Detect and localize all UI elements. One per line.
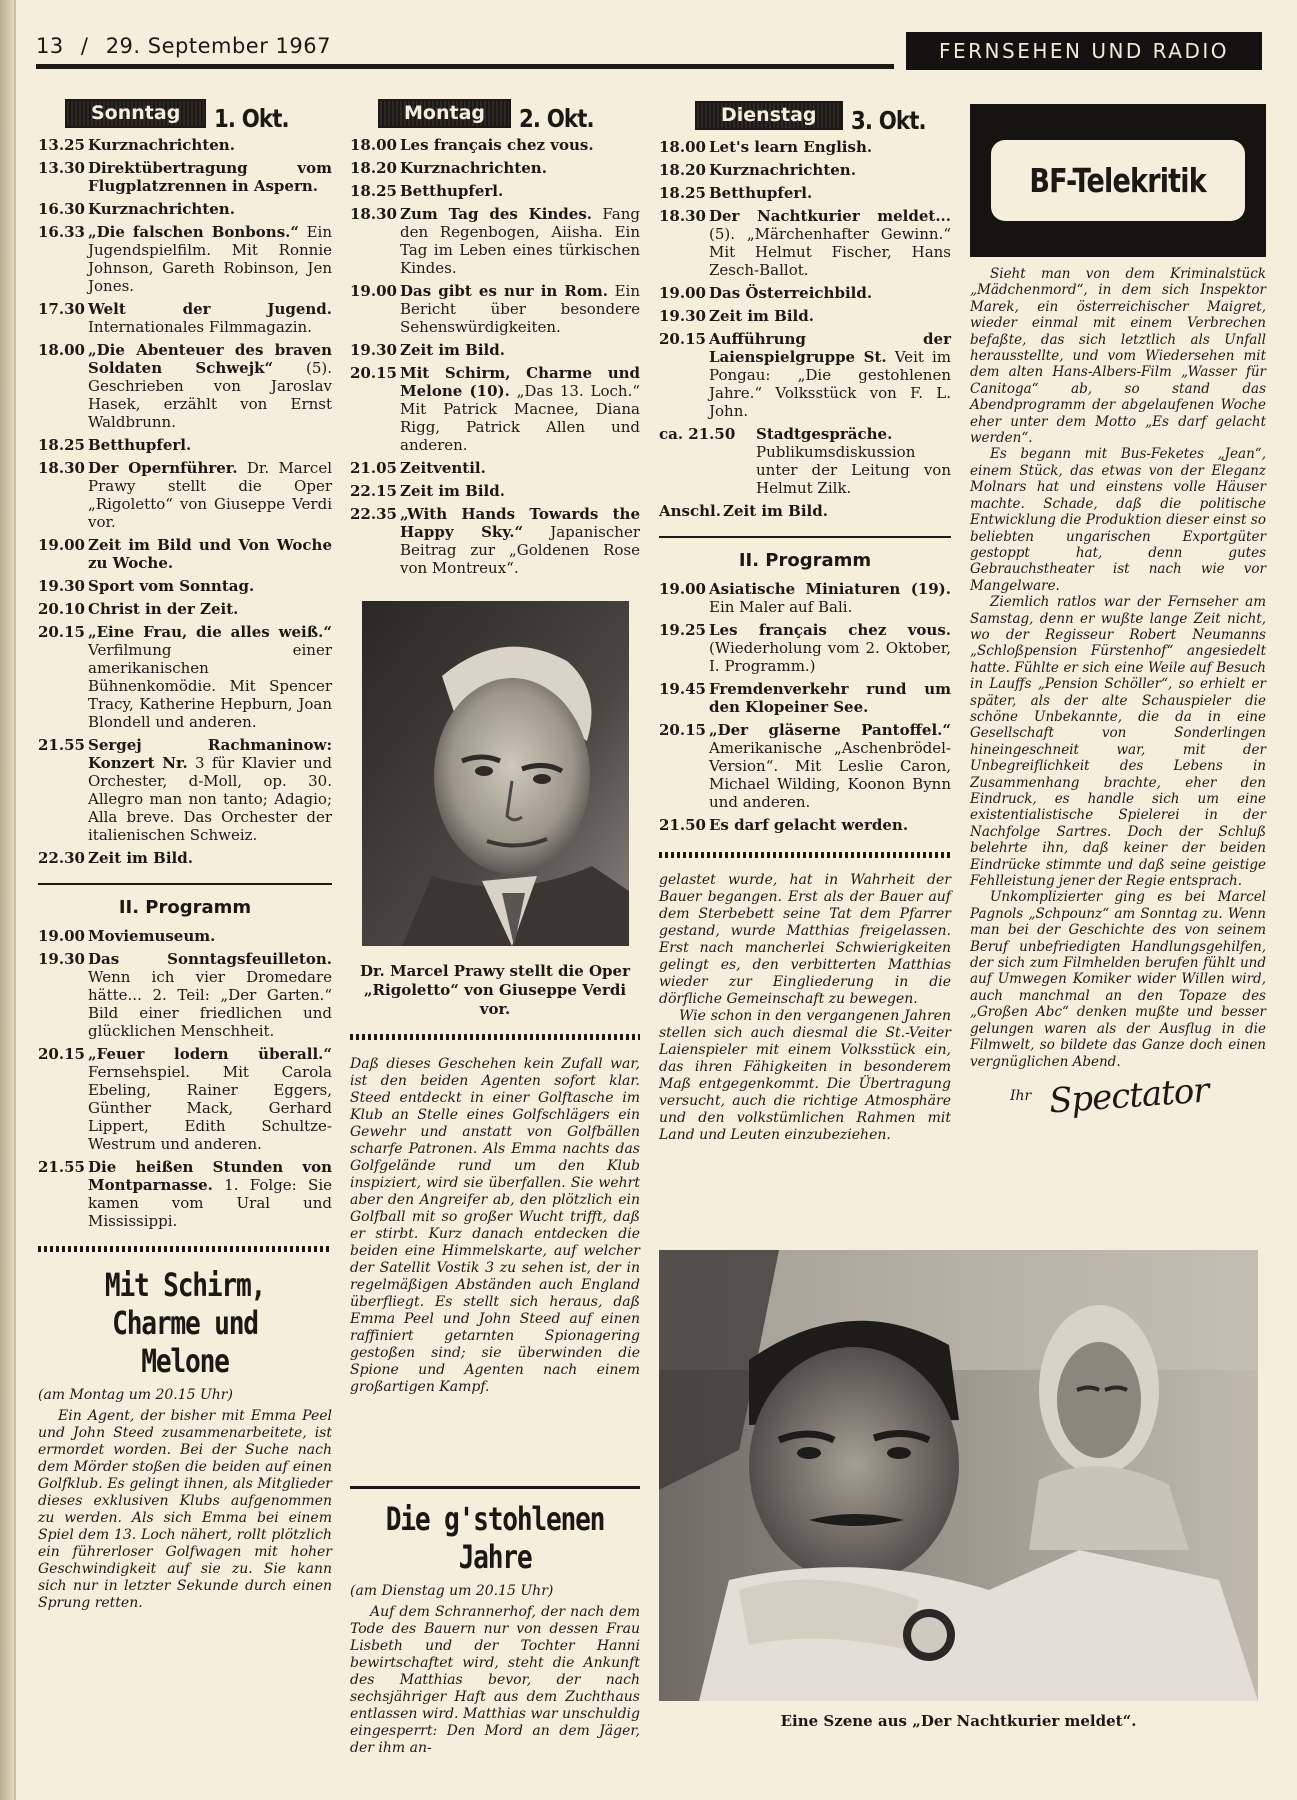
listing-entry bbox=[38, 200, 332, 218]
article2-continued-paragraph-1: gelastet wurde, hat in Wahrheit der Bauer begangen. Erst als der Bauer auf dem Sterbebett seine Tat dem Pfarrer gestand, wurde Matthias freigelassen. Erst nach mancherlei Schwierigkeiten gelingt es, den verbitterten Matthias wieder zur Eingliederung in die dörfliche Gemeinschaft zu bewegen. bbox=[659, 872, 951, 1007]
telekritik-signature-row bbox=[970, 1070, 1266, 1122]
spectator-signature: Spectator bbox=[1048, 1070, 1210, 1122]
listing-time: Anschl. bbox=[659, 502, 721, 520]
listing-time: 19.30 bbox=[350, 341, 397, 359]
listing-entry bbox=[659, 425, 951, 497]
listing-entry bbox=[38, 600, 332, 618]
listing-entry bbox=[38, 459, 332, 531]
listing-title-emphasis: Kurznachrichten. bbox=[88, 200, 235, 218]
telekritik-title-box bbox=[991, 140, 1245, 221]
listing-title-emphasis: Zum Tag des Kindes. bbox=[400, 205, 592, 223]
listing-title-emphasis: „Die falschen Bonbons.“ bbox=[88, 223, 300, 241]
listing-time: 19.30 bbox=[38, 577, 85, 595]
listing-entry bbox=[350, 136, 640, 154]
listing-title-emphasis: „Die Abenteuer des braven Soldaten Schwejk“ bbox=[88, 341, 332, 377]
listing-description: „Der gläserne Pantoffel.“ Amerikanische „Aschenbrödel-Version“. Mit Leslie Caron, Michael Wilding, Koonon Bynn und anderen. bbox=[709, 721, 951, 811]
listing-description: Welt der Jugend. Internationales Filmmagazin. bbox=[88, 300, 332, 336]
listing-time: 20.10 bbox=[38, 600, 85, 618]
tuesday-column bbox=[659, 98, 951, 1144]
telekritik-paragraph-1: Sieht man von dem Kriminalstück „Mädchenmord“, in dem sich Inspektor Marek, ein österreichischer Maigret, wieder einmal mit einem Verbrechen befaßte, das sich letztlich als Unfall herausstellte, und vom Wiedersehen mit dem alten Hans-Albers-Film „Wasser für Canitoga“ ab, so stand das Abendprogramm der abgelaufenen Woche eher unter dem Motto „Es darf gelacht werden“. bbox=[970, 266, 1266, 447]
listing-entry bbox=[350, 364, 640, 454]
listing-title-emphasis: Betthupferl. bbox=[400, 182, 504, 200]
listing-description: Aufführung der Laienspielgruppe St. Veit im Pongau: „Die gestohlenen Jahre.“ Volksstück von F. L. John. bbox=[709, 330, 952, 420]
listing-title-emphasis: Zeitventil. bbox=[400, 459, 486, 477]
sunday-heading bbox=[65, 96, 332, 133]
listing-description bbox=[88, 200, 332, 218]
prawy-photo bbox=[362, 601, 629, 946]
listing-description: Das gibt es nur in Rom. Ein Bericht über besondere Sehenswürdigkeiten. bbox=[400, 282, 640, 336]
listing-description bbox=[88, 536, 332, 572]
listing-entry bbox=[38, 159, 332, 195]
telekritik-paragraph-2: Es begann mit Bus-Feketes „Jean“, einem Stück, das etwas von der Eleganz Molnars hat und einstens volle Häuser machte. Schade, daß die politische Entwicklung die Produktion dieser einst so beliebten ungarischen Exportgüter gestoppt hat, denn gutes Gebrauchstheater ist nach wie vor Mangelware. bbox=[970, 446, 1266, 594]
listing-time: 19.00 bbox=[659, 284, 706, 302]
listing-title-emphasis: Zeit im Bild. bbox=[723, 502, 828, 520]
article1-paragraph: Ein Agent, der bisher mit Emma Peel und John Steed zusammenarbeitete, ist ermordet worden. Bei der Suche nach dem Mörder stoßen die beiden auf einen Golfklub. Es gelingt ihnen, als Mitglieder dieses exklusiven Klubs aufgenommen zu werden. Als sich Emma bei einem Spiel dem 13. Loch nähert, rollt plötzlich ein führerloser Golfwagen mit hoher Geschwindigkeit auf sie zu. Sie kann sich nur in letzter Sekunde durch einen Sprung retten. bbox=[38, 1408, 332, 1611]
article1-text bbox=[38, 1408, 332, 1612]
listing-description bbox=[709, 138, 951, 156]
telekritik-title: BF-Telekritik bbox=[1029, 161, 1207, 200]
listing-description bbox=[400, 136, 640, 154]
tuesday-listings bbox=[659, 138, 951, 520]
listing-description bbox=[400, 341, 640, 359]
listing-title-emphasis: Zeit im Bild. bbox=[400, 482, 505, 500]
listing-description bbox=[709, 161, 951, 179]
listing-time: 18.25 bbox=[38, 436, 85, 454]
listing-time: 20.15 bbox=[659, 330, 706, 348]
listing-entry bbox=[350, 459, 640, 477]
monday-date: 2. Okt. bbox=[519, 104, 594, 133]
listing-time: 19.00 bbox=[350, 282, 397, 300]
sunday-divider bbox=[38, 883, 332, 885]
listing-title-emphasis: Fremdenverkehr rund um den Klopeiner See. bbox=[709, 680, 951, 716]
listing-description bbox=[400, 159, 640, 177]
listing-entry bbox=[350, 341, 640, 359]
listing-time: 18.20 bbox=[350, 159, 397, 177]
article1-continued-paragraph: Daß dieses Geschehen kein Zufall war, ist den beiden Agenten sofort klar. Steed entdeckt in einer Golftasche im Klub an Stelle eines Golfschlägers ein Gewehr und anstatt von Golfbällen scharfe Patronen. Als Emma nachts das Golfgelände rund um den Klub inspiziert, wird sie überfallen. Sie wehrt aber den Angreifer ab, den plötzlich ein Golfball mit so großer Wucht trifft, daß er stirbt. Kurz danach entdecken die beiden eine Himmelskarte, auf welcher der Satellit Vostik 3 zu sehen ist, der in regelmäßigen Abständen auch England überfliegt. Es stellt sich heraus, daß Emma Peel und John Steed auf einen raffiniert getarnten Spionagering gestoßen sind; sie überwinden die Spione und Agenten nach einem großartigen Kampf. bbox=[350, 1056, 640, 1395]
page-binding bbox=[0, 0, 14, 1800]
monday-day-badge: Montag bbox=[378, 99, 511, 128]
listing-title-emphasis: Kurznachrichten. bbox=[88, 136, 235, 154]
listing-description bbox=[709, 680, 951, 716]
listing-title-emphasis: Moviemuseum. bbox=[88, 927, 216, 945]
listing-time: 21.55 bbox=[38, 736, 85, 754]
monday-column bbox=[350, 96, 640, 582]
listing-entry bbox=[659, 721, 951, 811]
telekritik-banner bbox=[970, 104, 1266, 257]
listing-entry bbox=[659, 330, 951, 420]
listing-description: Stadtgespräche. Publikumsdiskussion unter der Leitung von Helmut Zilk. bbox=[756, 425, 951, 497]
listing-title-emphasis: Mit Schirm, Charme und Melone (10). bbox=[400, 364, 640, 400]
listing-title-emphasis: „Eine Frau, die alles weiß.“ bbox=[88, 623, 332, 641]
listing-description: Der Opernführer. Dr. Marcel Prawy stellt die Oper „Rigoletto“ von Giuseppe Verdi vor. bbox=[88, 459, 332, 531]
listing-description: „Feuer lodern überall.“ Fernsehspiel. Mit Carola Ebeling, Rainer Eggers, Günther Mack, Gerhard Lippert, Edith Schultze-Westrum und anderen. bbox=[88, 1045, 332, 1153]
article2-continued-paragraph-2: Wie schon in den vergangenen Jahren stellen sich auch diesmal die St.-Veiter Laienspieler mit einem Volksstück ein, das ihren Fähigkeiten in besonderem Maß entgegenkommt. Die Übertragung versucht, auch die richtige Atmosphäre und den volkstümlichen Rahmen mit Land und Leuten einzubeziehen. bbox=[659, 1008, 951, 1143]
listing-title-emphasis: Aufführung der Laienspielgruppe St. bbox=[709, 330, 951, 366]
listing-title-emphasis: Das gibt es nur in Rom. bbox=[400, 282, 608, 300]
listing-title-emphasis: Zeit im Bild und Von Woche zu Woche. bbox=[88, 536, 332, 572]
header-rule bbox=[36, 64, 894, 69]
listing-title-emphasis: Zeit im Bild. bbox=[400, 341, 505, 359]
telekritik-text bbox=[970, 266, 1266, 1122]
listing-entry bbox=[350, 205, 640, 277]
listing-time: 19.00 bbox=[659, 580, 706, 598]
prawy-photo-caption: Dr. Marcel Prawy stellt die Oper „Rigoletto“ von Giuseppe Verdi vor. bbox=[360, 962, 630, 1018]
listing-description bbox=[88, 600, 332, 618]
listing-entry bbox=[659, 184, 951, 202]
listing-description bbox=[88, 577, 332, 595]
listing-entry bbox=[350, 282, 640, 336]
listing-title-emphasis: Der Opernführer. bbox=[88, 459, 238, 477]
listing-title-emphasis: Kurznachrichten. bbox=[709, 161, 856, 179]
listing-description bbox=[400, 482, 640, 500]
article2-title: Die g'stohlenen Jahre bbox=[385, 1500, 605, 1576]
listing-title-emphasis: Der Nachtkurier meldet... bbox=[709, 207, 951, 225]
listing-time: 20.15 bbox=[38, 623, 85, 641]
sunday-program2-listings bbox=[38, 927, 332, 1230]
listing-entry bbox=[659, 207, 951, 279]
issue-date: 29. September 1967 bbox=[105, 34, 331, 58]
listing-time: 20.15 bbox=[659, 721, 706, 739]
article1-subtitle: (am Montag um 20.15 Uhr) bbox=[38, 1387, 233, 1403]
sunday-column bbox=[38, 96, 332, 1612]
listing-entry bbox=[659, 284, 951, 302]
tuesday-program2-title: II. Programm bbox=[738, 550, 872, 571]
listing-title-emphasis: Die heißen Stunden von Montparnasse. bbox=[88, 1158, 332, 1194]
telekritik-paragraph-4: Unkomplizierter ging es bei Marcel Pagnols „Schpounz“ am Sonntag zu. Wenn man bei der Geschichte des von seinem Beruf unbefriedigten Handlungsgehilfen, der sich zum Filmhelden berufen fühlt und auf Umwegen Komiker wider Willen wird, auch manchmal an den Topaze des „Großen Abc“ denken mußte und besser gelungen waren als der Ausflug in die Filmwelt, so bildete das Ganze doch einen vergnüglichen Abend. bbox=[970, 889, 1266, 1070]
listing-entry bbox=[38, 536, 332, 572]
article1-title: Mit Schirm, Charme und Melone bbox=[104, 1266, 266, 1380]
listing-title-emphasis: „With Hands Towards the Happy Sky.“ bbox=[400, 505, 640, 541]
listing-entry bbox=[350, 159, 640, 177]
listing-time: 18.30 bbox=[659, 207, 706, 225]
listing-time: 19.30 bbox=[38, 950, 85, 968]
listing-time: 20.15 bbox=[38, 1045, 85, 1063]
listing-time: 18.00 bbox=[38, 341, 85, 359]
listing-entry bbox=[38, 136, 332, 154]
listing-description: Asiatische Miniaturen (19). Ein Maler auf Bali. bbox=[709, 580, 951, 616]
listing-description bbox=[88, 927, 332, 945]
listing-entry bbox=[38, 623, 332, 731]
monday-listings bbox=[350, 136, 640, 577]
listing-time: 19.00 bbox=[38, 927, 85, 945]
listing-time: 18.30 bbox=[38, 459, 85, 477]
listing-title-emphasis: Betthupferl. bbox=[709, 184, 813, 202]
listing-entry bbox=[659, 680, 951, 716]
listing-time: 19.00 bbox=[38, 536, 85, 554]
listing-time: 21.50 bbox=[659, 816, 706, 834]
listing-title-emphasis: Zeit im Bild. bbox=[709, 307, 814, 325]
listing-entry bbox=[659, 502, 951, 520]
listing-time: 19.25 bbox=[659, 621, 706, 639]
listing-title-emphasis: Das Sonntagsfeuilleton. bbox=[88, 950, 332, 968]
header-separator: / bbox=[80, 34, 89, 58]
listing-entry bbox=[350, 482, 640, 500]
monday-heading bbox=[378, 96, 640, 133]
listing-title-emphasis: Asiatische Miniaturen (19). bbox=[709, 580, 951, 598]
listing-title-emphasis: Christ in der Zeit. bbox=[88, 600, 239, 618]
listing-title-emphasis: Direktübertragung vom Flugplatzrennen in Aspern. bbox=[88, 159, 332, 195]
listing-time: 18.25 bbox=[659, 184, 706, 202]
article2-block bbox=[350, 1500, 640, 1757]
listing-entry bbox=[38, 950, 332, 1040]
listing-entry bbox=[350, 505, 640, 577]
listing-description: „Die Abenteuer des braven Soldaten Schwejk“ (5). Geschrieben von Jaroslav Hasek, erzählt von Ernst Waldbrunn. bbox=[88, 341, 332, 431]
listing-description: Les français chez vous. (Wiederholung vom 2. Oktober, I. Programm.) bbox=[709, 621, 951, 675]
listing-entry bbox=[659, 161, 951, 179]
article2-text bbox=[350, 1604, 640, 1757]
listing-title-emphasis: Betthupferl. bbox=[88, 436, 192, 454]
tuesday-heading bbox=[695, 98, 951, 135]
listing-description bbox=[400, 459, 640, 477]
listing-description bbox=[709, 816, 951, 834]
listing-description bbox=[88, 159, 332, 195]
listing-entry bbox=[659, 307, 951, 325]
listing-description bbox=[709, 307, 951, 325]
listing-description: „With Hands Towards the Happy Sky.“ Japanischer Beitrag zur „Goldenen Rose von Montreux“. bbox=[400, 505, 640, 577]
listing-description bbox=[709, 284, 951, 302]
listing-description: „Die falschen Bonbons.“ Ein Jugendspielfilm. Mit Ronnie Johnson, Gareth Robinson, Jen Jones. bbox=[88, 223, 332, 295]
listing-entry bbox=[659, 138, 951, 156]
listing-time: 19.45 bbox=[659, 680, 706, 698]
tuesday-divider bbox=[659, 536, 951, 538]
listing-time: 17.30 bbox=[38, 300, 85, 318]
listing-description bbox=[400, 182, 640, 200]
listing-title-emphasis: Das Österreichbild. bbox=[709, 284, 873, 302]
listing-time: 13.25 bbox=[38, 136, 85, 154]
article2-continued bbox=[659, 872, 951, 1144]
tuesday-dotted-rule bbox=[659, 852, 951, 858]
listing-title-emphasis: Stadtgespräche. bbox=[756, 425, 893, 443]
listing-title-emphasis: „Feuer lodern überall.“ bbox=[88, 1045, 332, 1063]
listing-title-emphasis: Kurznachrichten. bbox=[400, 159, 547, 177]
page-number: 13 bbox=[36, 34, 64, 58]
listing-time: 18.20 bbox=[659, 161, 706, 179]
listing-description: Das Sonntagsfeuilleton. Wenn ich vier Dromedare hätte... 2. Teil: „Der Garten.“ Bild einer friedlichen und glücklichen Menschheit. bbox=[88, 950, 332, 1040]
listing-title-emphasis: Les français chez vous. bbox=[400, 136, 594, 154]
listing-title-emphasis: „Der gläserne Pantoffel.“ bbox=[709, 721, 951, 739]
listing-description bbox=[709, 184, 951, 202]
listing-time: 18.00 bbox=[659, 138, 706, 156]
telekritik-paragraph-3: Ziemlich ratlos war der Fernseher am Samstag, denn er wußte lange Zeit nicht, wo der Regisseur Robert Neumanns „Schloßpension Fürstenhof“ angesiedelt hatte. Fühlte er sich eine Weile auf Besuch in Lauffs „Pension Schöller“, so erhielt er später, als der alte Schauspieler die schöne Unbekannte, die da in eine Gesellschaft von Sonderlingen hineingeschneit war, mit der Unbegreiflichkeit des Lebens in Zusammenhang brachte, eher den Eindruck, es handle sich um eine existentialistische Spielerei in der Nachfolge Sartres. Doch der Schluß belehrte ihn, daß keiner der beiden Eindrücke stimmte und daß seine geistige Fehlleistung jener der Regie entsprach. bbox=[970, 594, 1266, 890]
monday-dotted-rule bbox=[350, 1034, 640, 1040]
sunday-program2-title: II. Programm bbox=[118, 897, 252, 918]
listing-entry bbox=[659, 621, 951, 675]
listing-entry bbox=[38, 849, 332, 867]
sunday-dotted-rule bbox=[38, 1246, 332, 1252]
listing-entry bbox=[38, 736, 332, 844]
listing-entry bbox=[350, 182, 640, 200]
listing-description bbox=[723, 502, 951, 520]
listing-time: 21.55 bbox=[38, 1158, 85, 1176]
listing-description bbox=[88, 849, 332, 867]
listing-entry bbox=[38, 577, 332, 595]
listing-time: 22.15 bbox=[350, 482, 397, 500]
listing-title-emphasis: Les français chez vous. bbox=[709, 621, 951, 639]
prawy-portrait-image bbox=[362, 601, 629, 946]
listing-time: 21.05 bbox=[350, 459, 397, 477]
listing-title-emphasis: Welt der Jugend. bbox=[88, 300, 332, 318]
listing-entry bbox=[659, 816, 951, 834]
listing-entry bbox=[38, 1045, 332, 1153]
listing-description: Sergej Rachmaninow: Konzert Nr. 3 für Klavier und Orchester, d-Moll, op. 30. Allegro man non tanto; Adagio; Alla breve. Das Orchester der italienischen Schweiz. bbox=[88, 736, 332, 844]
listing-title-emphasis: Sport vom Sonntag. bbox=[88, 577, 255, 595]
article1-continued bbox=[350, 1056, 640, 1396]
listing-time: 22.35 bbox=[350, 505, 397, 523]
section-banner: FERNSEHEN UND RADIO bbox=[906, 32, 1262, 70]
listing-title-emphasis: Sergej Rachmaninow: Konzert Nr. bbox=[88, 736, 332, 772]
listing-description: Die heißen Stunden von Montparnasse. 1. Folge: Sie kamen vom Ural und Mississippi. bbox=[88, 1158, 332, 1230]
article2-subtitle: (am Dienstag um 20.15 Uhr) bbox=[350, 1583, 554, 1599]
listing-title-emphasis: Zeit im Bild. bbox=[88, 849, 193, 867]
listing-time: 13.30 bbox=[38, 159, 85, 177]
sunday-day-badge: Sonntag bbox=[65, 99, 206, 128]
listing-description bbox=[88, 136, 332, 154]
tuesday-day-badge: Dienstag bbox=[695, 101, 843, 130]
listing-time: 20.15 bbox=[350, 364, 397, 382]
listing-entry bbox=[38, 436, 332, 454]
listing-entry bbox=[38, 341, 332, 431]
sunday-listings bbox=[38, 136, 332, 867]
tuesday-program2-listings bbox=[659, 580, 951, 834]
article2-top-rule bbox=[350, 1486, 640, 1489]
listing-time: 18.00 bbox=[350, 136, 397, 154]
nachtkurier-photo-caption: Eine Szene aus „Der Nachtkurier meldet“. bbox=[780, 1712, 1137, 1730]
tuesday-date: 3. Okt. bbox=[850, 106, 926, 135]
nachtkurier-scene-image bbox=[659, 1250, 1258, 1701]
listing-time: 22.30 bbox=[38, 849, 85, 867]
article2-paragraph: Auf dem Schrannerhof, der nach dem Tode des Bauern nur von dessen Frau Lisbeth und der Tochter Hanni bewirtschaftet wird, steht die Ankunft des Matthias bevor, der nach sechsjähriger Haft aus dem Zuchthaus entlassen wird. Matthias war unschuldig eingesperrt: Den Mord an dem Jäger, der ihm an- bbox=[350, 1604, 640, 1756]
listing-time: 16.30 bbox=[38, 200, 85, 218]
listing-entry bbox=[659, 580, 951, 616]
listing-description bbox=[88, 436, 332, 454]
page-header bbox=[36, 34, 331, 58]
listing-description: „Eine Frau, die alles weiß.“ Verfilmung einer amerikanischen Bühnenkomödie. Mit Spencer Tracy, Katherine Hepburn, Joan Blondell und anderen. bbox=[88, 623, 332, 731]
listing-time: ca. 21.50 bbox=[659, 425, 736, 443]
sunday-date: 1. Okt. bbox=[214, 104, 290, 133]
listing-time: 19.30 bbox=[659, 307, 706, 325]
listing-time: 18.25 bbox=[350, 182, 397, 200]
listing-time: 18.30 bbox=[350, 205, 397, 223]
listing-description: Der Nachtkurier meldet... (5). „Märchenhafter Gewinn.“ Mit Helmut Fischer, Hans Zesch-Ballot. bbox=[709, 207, 951, 279]
listing-title-emphasis: Es darf gelacht werden. bbox=[709, 816, 909, 834]
nachtkurier-photo bbox=[659, 1250, 1258, 1701]
listing-description: Zum Tag des Kindes. Fang den Regenbogen, Aiisha. Ein Tag im Leben eines türkischen Kindes. bbox=[400, 205, 640, 277]
listing-entry bbox=[38, 223, 332, 295]
listing-time: 16.33 bbox=[38, 223, 85, 241]
signoff: Ihr bbox=[1010, 1087, 1032, 1104]
listing-title-emphasis: Let's learn English. bbox=[709, 138, 873, 156]
listing-description: Mit Schirm, Charme und Melone (10). „Das 13. Loch.“ Mit Patrick Macnee, Diana Rigg, Patrick Allen und anderen. bbox=[400, 364, 641, 454]
listing-entry bbox=[38, 927, 332, 945]
listing-entry bbox=[38, 300, 332, 336]
listing-entry bbox=[38, 1158, 332, 1230]
